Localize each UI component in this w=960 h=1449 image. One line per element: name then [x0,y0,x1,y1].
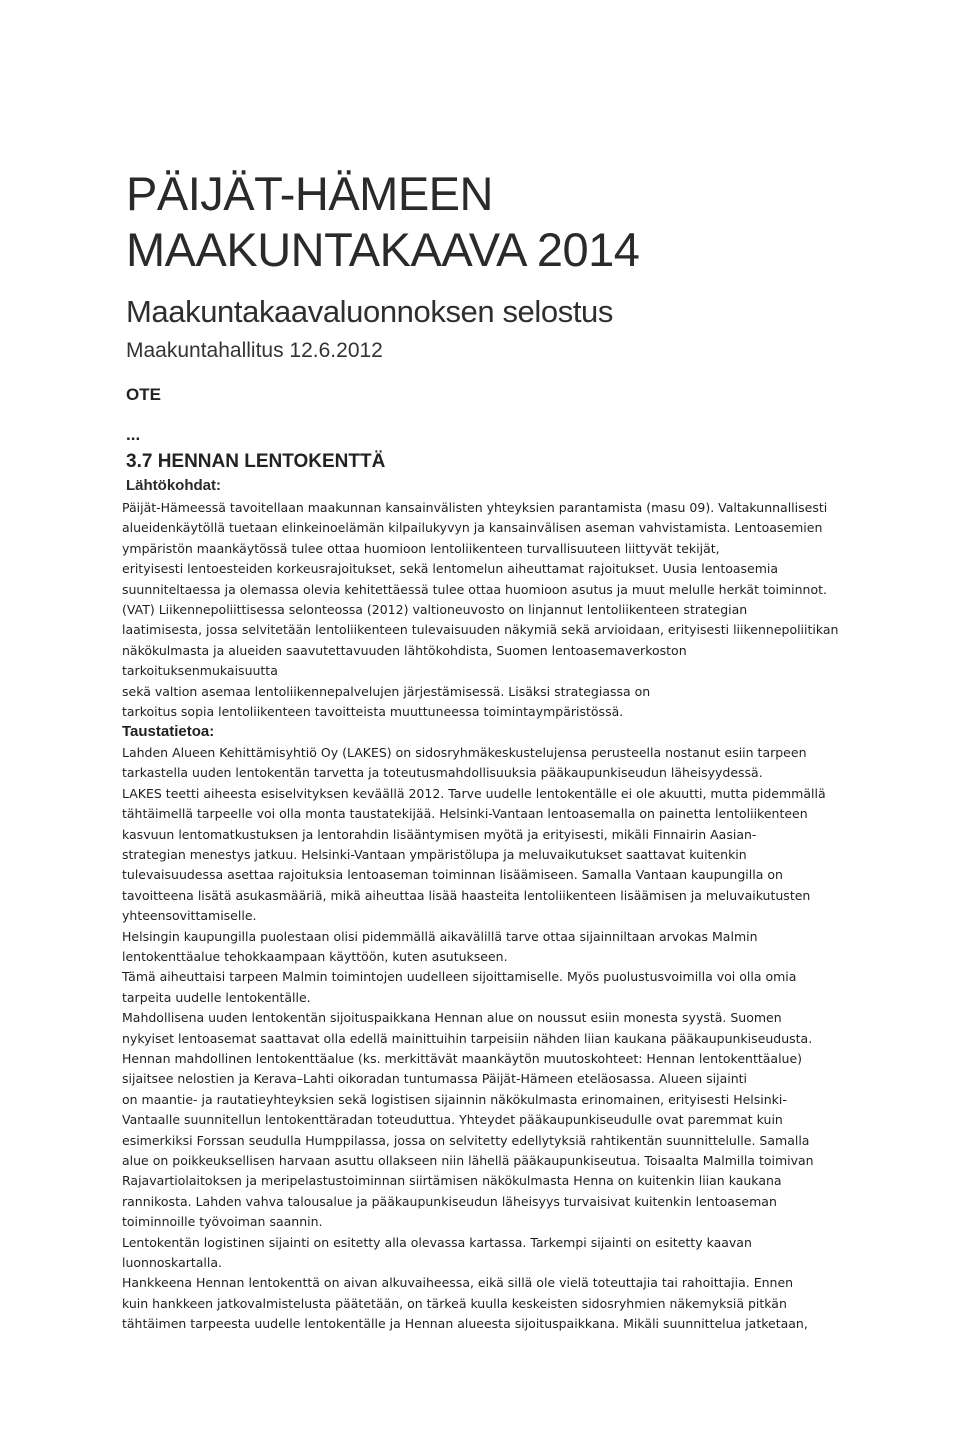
title-line-2: MAAKUNTAKAAVA 2014 [126,223,640,276]
text-line: laatimisesta, jossa selvitetään lentoliikenteen tulevaisuuden näkymiä sekä arvioidaan, erityisesti liikennepoliitikan [122,622,839,638]
text-line: kasvuun lentomatkustuksen ja lentorahdin lisääntymisen myötä ja erityisesti, mikäli Finnairin Aasian- [122,826,757,842]
text-line: tarkastella uuden lentokentän tarvetta ja toteutusmahdollisuuksia pääkaupunkiseudun läheisyydessä. [122,765,763,781]
text-line: luonnoskartalla. [122,1255,223,1271]
text-line: tarkoituksenmukaisuutta [122,663,278,679]
text-line: Hennan mahdollinen lentokenttäalue (ks. merkittävät maankäytön muutoskohteet: Hennan lentokenttäalue) [122,1050,803,1066]
text-line: lentokenttäalue tehokkaampaan käyttöön, kuten asutukseen. [122,948,508,964]
section-title: 3.7 HENNAN LENTOKENTTÄ [126,451,386,472]
text-line: kuin hankkeen jatkovalmistelusta päätetään, on tärkeä kuulla keskeisten sidosryhmien näkemyksiä pitkän [122,1295,787,1311]
text-line: yhteensovittamiselle. [122,908,257,924]
text-line: strategian menestys jatkuu. Helsinki-Vantaan ympäristölupa ja meluvaikutukset saattavat kuitenkin [122,846,747,862]
text-line: tarpeita uudelle lentokentälle. [122,989,311,1005]
ote-label: OTE [126,385,161,404]
document-date: Maakuntahallitus 12.6.2012 [126,339,383,362]
text-line: sekä valtion asemaa lentoliikennepalvelujen järjestämisessä. Lisäksi strategiassa on [122,683,651,699]
text-line: Helsingin kaupungilla puolestaan olisi pidemmällä aikavälillä tarve ottaa sijainniltaan arvokas Malmin [122,928,758,944]
text-line: Päijät-Hämeessä tavoitellaan maakunnan kansainvälisten yhteyksien parantamista (masu 09). Valtakunnallisesti [122,500,828,515]
text-line: Hankkeena Hennan lentokenttä on aivan alkuvaiheessa, eikä sillä ole vielä toteuttajia tai rahoittajia. Ennen [122,1275,794,1291]
text-line: toiminnoille työvoiman saannin. [122,1214,323,1230]
document-subtitle: Maakuntakaavaluonnoksen selostus [126,294,613,329]
text-line: suunniteltaessa ja olemassa olevia kehitettäessä tulee ottaa huomioon asutus ja muut melulle herkät toiminnot. [122,581,828,597]
text-line: sijaitsee nelostien ja Kerava–Lahti oikoradan tuntumassa Päijät-Hämeen eteläosassa. Alueen sijainti [122,1071,747,1087]
body-text [122,498,922,1335]
text-line: alue on poikkeuksellisen harvaan asuttu ollakseen niin lähellä pääkaupunkiseutua. Toisaalta Malmilla toimivan [122,1153,814,1168]
title-line-1: PÄIJÄT-HÄMEEN [126,167,493,220]
text-line: Lahden Alueen Kehittämisyhtiö Oy (LAKES) on sidosryhmäkeskustelujensa perusteella nostanut esiin tarpeen [122,744,807,760]
text-line: (VAT) Liikennepoliittisessa selonteossa (2012) valtioneuvosto on linjannut lentoliikenteen strategian [122,602,748,618]
taustatietoa-paragraph [122,743,922,1335]
ellipsis: ... [126,425,141,444]
document-title [126,166,639,278]
text-line: tulevaisuudessa asettaa rajoituksia lentoaseman toiminnan lisäämiseen. Samalla Vantaan kaupungilla on [122,867,783,883]
text-line: tähtäimellä tarpeelle voi olla monta taustatekijää. Helsinki-Vantaan lentoasemalla on painetta lentoliikenteen [122,806,808,822]
lahtokohdat-paragraph [122,498,922,722]
text-line: tähtäimen tarpeesta uudelle lentokentälle ja Hennan alueesta sijoituspaikkana. Mikäli suunnittelua jatketaan, [122,1316,808,1332]
text-line: erityisesti lentoesteiden korkeusrajoitukset, sekä lentomelun aiheuttamat rajoitukset. Uusia lentoasemia [122,561,779,577]
text-line: Lentokentän logistinen sijainti on esitetty alla olevassa kartassa. Tarkempi sijainti on esitetty kaavan [122,1234,752,1250]
text-line: tarkoitus sopia lentoliikenteen tavoitteista muuttuneessa toimintaympäristössä. [122,704,624,720]
text-line: on maantie- ja rautatieyhteyksien sekä logistisen sijainnin näkökulmasta erinomainen, erityisesti Helsinki- [122,1091,787,1107]
lahtokohdat-heading: Lähtökohdat: [126,477,221,494]
text-line: alueidenkäytöllä tuetaan elinkeinoelämän kilpailukyvyn ja kansainvälisen aseman vahvistamista. Lentoasemien [122,520,823,536]
text-line: Vantaalle suunnitellun lentokenttäradan toteuduttua. Yhteydet pääkaupunkiseudulle ovat paremmat kuin [122,1112,783,1128]
text-line: esimerkiksi Forssan seudulla Humppilassa, jossa on selvitetty edellytyksiä rahtikentän suunnittelulle. Samalla [122,1132,810,1148]
text-line: Mahdollisena uuden lentokentän sijoituspaikkana Hennan alue on noussut esiin monesta syystä. Suomen [122,1010,782,1026]
text-line: nykyiset lentoasemat saattavat olla edellä mainittuihin tarpeisiin nähden liian kaukana pääkaupunkiseudusta. [122,1030,813,1046]
text-line: Rajavartiolaitoksen ja meripelastustoiminnan siirtämisen näkökulmasta Henna on kuitenkin liian kaukana [122,1173,782,1189]
text-line: Tämä aiheuttaisi tarpeen Malmin toimintojen uudelleen sijoittamiselle. Myös puolustusvoimilla voi olla omia [122,969,797,985]
text-line: ympäristön maankäytössä tulee ottaa huomioon lentoliikenteen turvallisuuteen liittyvät tekijät, [122,540,720,556]
taustatietoa-heading: Taustatietoa: [122,723,215,741]
text-line: tavoitteena lisätä asukasmääriä, mikä aiheuttaa lisää haasteita lentoliikenteen lisäämisen ja meluvaikutusten [122,887,811,903]
text-line: LAKES teetti aiheesta esiselvityksen keväällä 2012. Tarve uudelle lentokentälle ei ole akuutti, mutta pidemmällä [122,785,826,801]
text-line: näkökulmasta ja alueiden saavutettavuuden lähtökohdista, Suomen lentoasemaverkoston [122,642,687,658]
text-line: rannikosta. Lahden vahva talousalue ja pääkaupunkiseudun läheisyys turvaisivat kuitenkin lentoaseman [122,1193,777,1209]
